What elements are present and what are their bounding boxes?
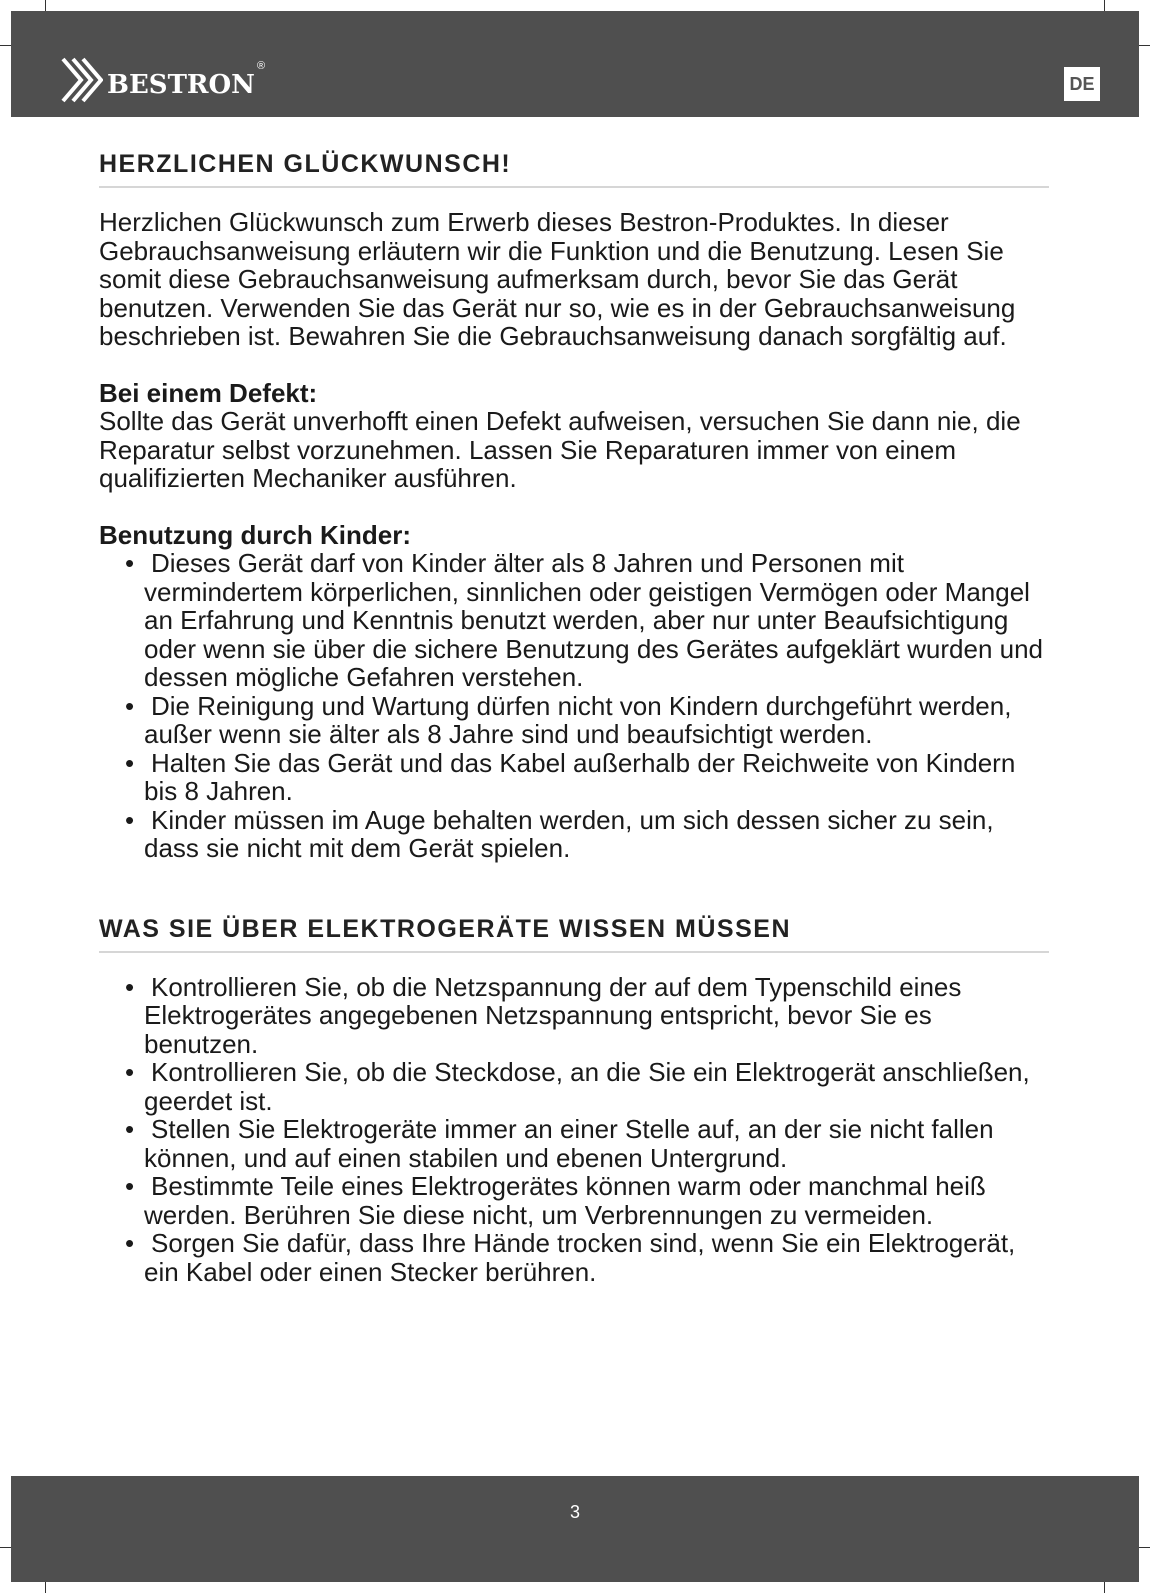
list-item [99,549,1049,692]
header-bar [11,11,1139,117]
list-item-text: Bestimmte Teile eines Elektrogerätes können warm oder manchmal heiß werden. Berühren Sie diese nicht, um Verbrennungen zu vermeiden. [144,1171,986,1230]
defect-heading: Bei einem Defekt: [99,377,318,408]
electrical-list [99,973,1049,1287]
language-badge: DE [1064,67,1100,101]
list-item-text: Halten Sie das Gerät und das Kabel außerhalb der Reichweite von Kindern bis 8 Jahren. [144,747,1016,806]
bullet-icon: • [125,971,135,1002]
bullet-icon: • [125,804,135,835]
list-item-text: Stellen Sie Elektrogeräte immer an einer Stelle auf, an der sie nicht fallen können, und auf einen stabilen und ebenen Untergrund. [144,1114,994,1173]
registered-mark: ® [256,60,266,72]
bullet-icon: • [125,747,135,778]
list-item-text: Kinder müssen im Auge behalten werden, um sich dessen sicher zu sein, dass sie nicht mit dem Gerät spielen. [144,804,994,863]
bullet-icon: • [125,1228,135,1258]
children-list [99,549,1049,863]
section-title-congratulations: HERZLICHEN GLÜCKWUNSCH! [99,148,1049,188]
list-item [99,692,1049,749]
intro-paragraph: Herzlichen Glückwunsch zum Erwerb dieses Bestron-Produktes. In dieser Gebrauchsanweisung erläutern wir die Funktion und die Benutzung. Lesen Sie somit diese Gebrauchsanweisung aufmerksam durch, bevor Sie das Gerät benutzen. Verwenden Sie das Gerät nur so, wie es in der Gebrauchsanweisung beschrieben ist. Bewahren Sie die Gebrauchsanweisung danach sorgfältig auf. [99,207,1016,351]
brand-name: bestron [107,57,255,102]
page-number: 3 [569,1502,580,1522]
list-item [99,806,1049,863]
list-item-text: Kontrollieren Sie, ob die Netzspannung der auf dem Typenschild eines Elektrogerätes angegebenen Netzspannung entspricht, bevor Sie es benutzen. [144,971,962,1059]
list-item-text: Sorgen Sie dafür, dass Ihre Hände trocken sind, wenn Sie ein Elektrogerät, ein Kabel oder einen Stecker berühren. [144,1228,1016,1287]
chevrons-icon [61,57,103,103]
list-item-text: Die Reinigung und Wartung dürfen nicht von Kindern durchgeführt werden, außer wenn sie älter als 8 Jahre sind und beaufsichtigt werden. [144,690,1012,749]
footer-bar [11,1476,1139,1582]
bullet-icon: • [125,548,135,578]
bullet-icon: • [125,1171,135,1201]
list-item [99,1172,1049,1229]
bullet-icon: • [125,1057,135,1087]
list-item [99,1229,1049,1286]
list-item [99,1058,1049,1115]
list-item [99,749,1049,806]
list-item [99,973,1049,1059]
bullet-icon: • [125,1114,135,1144]
list-item-text: Dieses Gerät darf von Kinder älter als 8 Jahren und Personen mit vermindertem körperlichen, sinnlichen oder geistigen Vermögen oder Mangel an Erfahrung und Kenntnis benutzt werden, aber nur unter Beaufsichtigung oder wenn sie über die sichere Benutzung des Gerätes aufgeklärt wurden und dessen mögliche Gefahren verstehen. [144,548,1044,692]
brand-logo [61,57,265,103]
defect-paragraph: Sollte das Gerät unverhofft einen Defekt aufweisen, versuchen Sie dann nie, die Reparatur selbst vorzunehmen. Lassen Sie Reparaturen immer von einem qualifizierten Mechaniker ausführen. [99,406,1021,493]
list-item-text: Kontrollieren Sie, ob die Steckdose, an die Sie ein Elektrogerät anschließen, geerdet ist. [144,1057,1030,1116]
bullet-icon: • [125,690,135,721]
section-title-electrical: WAS SIE ÜBER ELEKTROGERÄTE WISSEN MÜSSEN [99,913,1049,953]
children-heading: Benutzung durch Kinder: [99,519,411,550]
list-item [99,1115,1049,1172]
page-content [99,148,1049,1286]
